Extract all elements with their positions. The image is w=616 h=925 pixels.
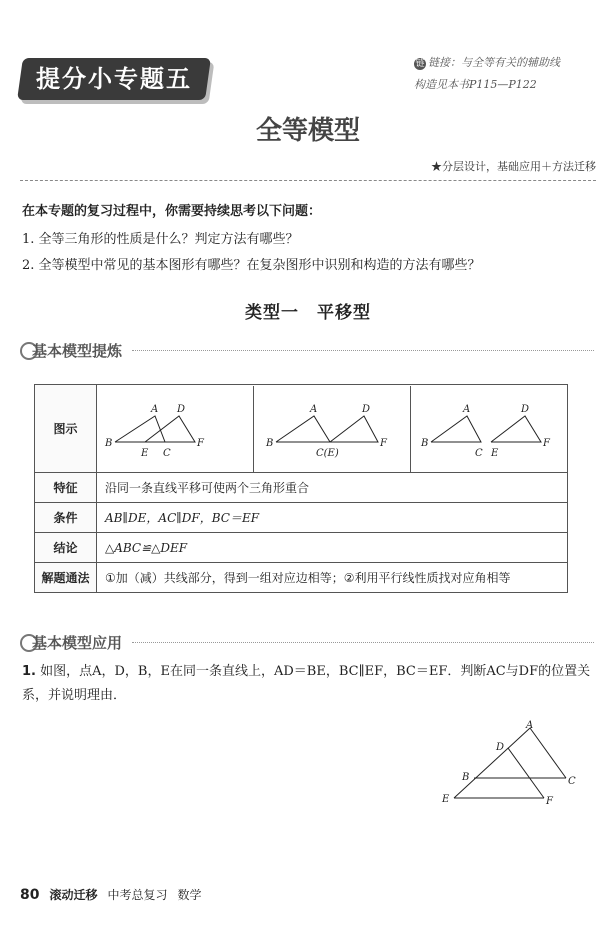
table-row-feature <box>35 473 568 503</box>
table-row-method <box>35 563 568 593</box>
problem-number: 1. <box>22 664 36 679</box>
label-D: D <box>521 403 530 415</box>
label-C: C <box>163 447 171 459</box>
label-E: E <box>491 447 499 459</box>
method-text: ①加（减）共线部分，得到一组对应边相等；②利用平行线性质找对应角相等 <box>97 563 568 593</box>
label-A: A <box>526 720 534 731</box>
link-line-2: 构造见本书P115—P122 <box>414 78 537 91</box>
question-intro: 在本专题的复习过程中，你需要持续思考以下问题： <box>22 204 322 219</box>
subtag: ★分层设计，基础应用＋方法迁移 <box>431 160 596 173</box>
problem-1 <box>22 660 594 708</box>
label-D: D <box>177 403 186 415</box>
row-label-feature: 特征 <box>35 473 97 503</box>
label-D: D <box>362 403 371 415</box>
section-heading-application <box>20 632 122 653</box>
footer-brand: 滚动迁移 <box>49 888 98 902</box>
translation-diagram-overlap <box>97 386 253 472</box>
diagram-1 <box>97 386 254 472</box>
label-A: A <box>151 403 159 415</box>
row-label-figure: 图示 <box>35 385 97 473</box>
row-label-conclusion: 结论 <box>35 533 97 563</box>
figure-cell <box>97 385 568 473</box>
label-E: E <box>442 794 450 805</box>
label-C: C <box>568 776 576 787</box>
label-B: B <box>421 437 429 449</box>
page-number: 80 <box>20 887 40 903</box>
label-D: D <box>496 742 505 753</box>
label-A: A <box>463 403 471 415</box>
footer-book: 中考总复习 <box>107 888 168 902</box>
table-row-figure <box>35 385 568 473</box>
label-F: F <box>197 437 204 449</box>
question-2: 2. 全等模型中常见的基本图形有哪些？在复杂图形中识别和构造的方法有哪些？ <box>22 258 481 273</box>
link-icon: 链 <box>415 59 425 69</box>
label-F: F <box>546 796 553 807</box>
diagram-3 <box>411 386 567 472</box>
label-CE: C(E) <box>316 447 339 459</box>
problem-figure <box>436 718 586 810</box>
translation-diagram-separate <box>411 386 567 472</box>
section-divider <box>132 642 594 643</box>
conclusion-text: △ABC≌△DEF <box>97 533 568 563</box>
model-table <box>34 384 568 593</box>
topic-badge-text: 提分小专题五 <box>36 65 192 93</box>
label-F: F <box>380 437 387 449</box>
table-row-condition <box>35 503 568 533</box>
section-heading-text: 基本模型提炼 <box>32 342 123 360</box>
topic-badge <box>17 58 211 100</box>
condition-text: AB∥DE，AC∥DF，BC＝EF <box>97 503 568 533</box>
row-label-method: 解题通法 <box>35 563 97 593</box>
footer-subject: 数学 <box>177 888 202 902</box>
label-A: A <box>310 403 318 415</box>
label-C: C <box>475 447 483 459</box>
feature-text: 沿同一条直线平移可使两个三角形重合 <box>97 473 568 503</box>
link-note <box>414 52 604 96</box>
section-divider <box>132 350 594 351</box>
label-B: B <box>266 437 274 449</box>
question-1: 1. 全等三角形的性质是什么？判定方法有哪些？ <box>22 232 299 247</box>
diagram-2 <box>254 386 411 472</box>
page-footer <box>20 886 202 903</box>
type-heading: 类型一 平移型 <box>245 303 371 323</box>
table-row-conclusion <box>35 533 568 563</box>
section-heading-text: 基本模型应用 <box>32 634 123 652</box>
row-label-condition: 条件 <box>35 503 97 533</box>
label-B: B <box>462 772 470 783</box>
translation-diagram-touching <box>254 386 410 472</box>
page-title: 全等模型 <box>255 116 360 146</box>
label-B: B <box>105 437 113 449</box>
label-F: F <box>543 437 550 449</box>
problem-text: 如图，点A，D，B，E在同一条直线上，AD＝BE，BC∥EF，BC＝EF．判断AC与DF的位置关系，并说明理由． <box>22 664 591 703</box>
link-line-1: 链接：与全等有关的辅助线 <box>428 56 560 69</box>
label-E: E <box>141 447 149 459</box>
divider <box>20 180 596 181</box>
section-heading-basic-model <box>20 340 122 361</box>
